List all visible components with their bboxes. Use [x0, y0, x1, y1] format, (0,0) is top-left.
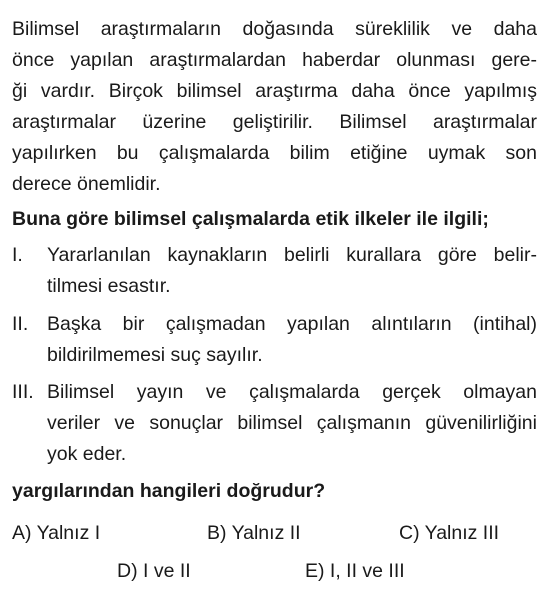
option-d[interactable]: D) I ve II [117, 560, 191, 582]
statement-2-numeral: II. [12, 313, 29, 335]
passage-line-2: önce yapılan araştırmalardan haberdar olunması gere- [12, 49, 537, 71]
option-e[interactable]: E) I, II ve III [305, 560, 405, 582]
question-end: yargılarından hangileri doğrudur? [12, 480, 326, 502]
statement-3-line-3: yok eder. [47, 443, 127, 465]
question-stem: Buna göre bilimsel çalışmalarda etik ilkeler ile ilgili; [12, 208, 489, 230]
passage-line-5: yapılırken bu çalışmalarda bilim etiğine uymak son [12, 142, 537, 164]
statement-3-line-1: Bilimsel yayın ve çalışmalarda gerçek olmayan [47, 381, 537, 403]
statement-1-line-2: tilmesi esastır. [47, 275, 171, 297]
statement-3-line-2: veriler ve sonuçlar bilimsel çalışmanın güvenilirliğini [47, 412, 537, 434]
option-b[interactable]: B) Yalnız II [207, 522, 301, 544]
passage-line-1: Bilimsel araştırmaların doğasında süreklilik ve daha [12, 18, 537, 40]
statement-1-numeral: I. [12, 244, 23, 266]
option-c[interactable]: C) Yalnız III [399, 522, 500, 544]
statement-2-line-2: bildirilmemesi suç sayılır. [47, 344, 263, 366]
statement-3-numeral: III. [12, 381, 34, 403]
option-a[interactable]: A) Yalnız I [12, 522, 101, 544]
statement-2-line-1: Başka bir çalışmadan yapılan alıntıların (intihal) [47, 313, 537, 335]
passage-line-6: derece önemlidir. [12, 173, 161, 195]
statement-1-line-1: Yararlanılan kaynakların belirli kurallara göre belir- [47, 244, 537, 266]
passage-line-4: araştırmalar üzerine geliştirilir. Bilimsel araştırmalar [12, 111, 537, 133]
passage-line-3: ği vardır. Birçok bilimsel araştırma daha önce yapılmış [12, 80, 537, 102]
